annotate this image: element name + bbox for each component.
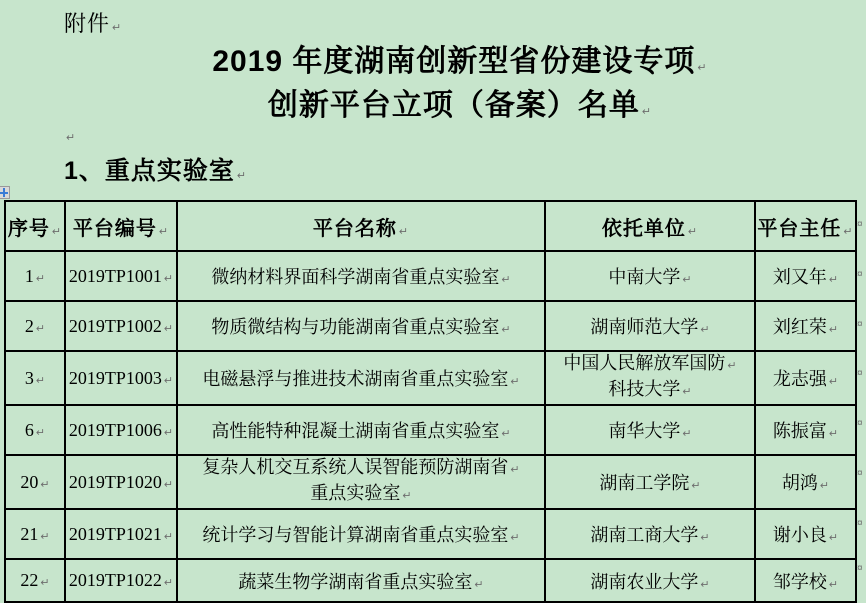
- paragraph-mark: ↵: [697, 62, 708, 74]
- header-unit-text: 依托单位: [601, 217, 686, 240]
- paragraph-mark: ↵: [35, 374, 46, 387]
- paragraph-mark: ↵: [474, 578, 484, 591]
- paragraph-mark: ↵: [828, 532, 839, 544]
- code-cell[interactable]: 2019TP1003 ↵: [65, 351, 177, 405]
- header-name-text: 平台名称: [312, 217, 397, 240]
- code-cell[interactable]: 2019TP1022 ↵: [65, 559, 177, 602]
- paragraph-mark: ↵: [828, 274, 839, 286]
- table-header-row: [5, 201, 856, 251]
- end-of-row-mark: ¤: [857, 368, 863, 379]
- title-line-2: [60, 87, 860, 131]
- seq-cell[interactable]: 3 ↵: [5, 351, 65, 405]
- director-cell[interactable]: 邹学校 ↵: [755, 559, 856, 602]
- table-row: [5, 455, 856, 509]
- paragraph-mark: ↵: [687, 225, 699, 238]
- paragraph-mark: ↵: [35, 426, 46, 439]
- header-seq[interactable]: [5, 201, 65, 251]
- code-cell[interactable]: 2019TP1020 ↵: [65, 455, 177, 509]
- name-cell[interactable]: 蔬菜生物学湖南省重点实验室 ↵: [177, 559, 545, 602]
- paragraph-mark: ↵: [398, 225, 410, 238]
- paragraph-mark: ↵: [163, 478, 174, 491]
- header-director[interactable]: [755, 201, 856, 251]
- paragraph-mark: ↵: [163, 577, 174, 589]
- end-of-row-mark: ¤: [857, 518, 863, 529]
- seq-cell[interactable]: 6 ↵: [5, 405, 65, 455]
- header-name[interactable]: [177, 201, 545, 251]
- paragraph-mark: ↵: [691, 480, 701, 492]
- paragraph-mark: ↵: [40, 530, 50, 543]
- paragraph-mark: ↵: [828, 376, 839, 388]
- empty-paragraph[interactable]: [64, 128, 75, 146]
- code-cell[interactable]: 2019TP1002 ↵: [65, 301, 177, 351]
- paragraph-mark: ↵: [819, 480, 830, 492]
- paragraph-mark: ↵: [510, 464, 520, 476]
- document-title[interactable]: [60, 43, 860, 131]
- header-code-text: 平台编号: [72, 217, 157, 240]
- unit-cell[interactable]: 中国人民解放军国防 ↵ 科技大学 ↵: [545, 351, 755, 405]
- unit-cell[interactable]: 湖南工学院 ↵: [545, 455, 755, 509]
- paragraph-mark: ↵: [163, 272, 174, 285]
- paragraph-mark: ↵: [66, 132, 76, 144]
- paragraph-mark: ↵: [682, 428, 692, 440]
- header-code[interactable]: [65, 201, 177, 251]
- name-cell[interactable]: 复杂人机交互系统人误智能预防湖南省 ↵ 重点实验室 ↵: [177, 455, 545, 509]
- unit-cell[interactable]: 湖南工商大学 ↵: [545, 509, 755, 559]
- paragraph-mark: ↵: [727, 360, 737, 372]
- end-of-row-mark: ¤: [857, 319, 863, 330]
- title-line-1-text: 2019 年度湖南创新型省份建设专项: [212, 45, 696, 78]
- title-line-1: [60, 43, 860, 87]
- paragraph-mark: ↵: [828, 578, 839, 591]
- director-cell[interactable]: 龙志强 ↵: [755, 351, 856, 405]
- paragraph-mark: ↵: [843, 225, 854, 238]
- paragraph-mark: ↵: [112, 22, 123, 34]
- paragraph-mark: ↵: [163, 374, 174, 387]
- unit-cell[interactable]: 湖南农业大学 ↵: [545, 559, 755, 602]
- seq-cell[interactable]: 22 ↵: [5, 559, 65, 602]
- paragraph-mark: ↵: [682, 274, 692, 286]
- unit-cell[interactable]: 中南大学 ↵: [545, 251, 755, 301]
- table-row: [5, 559, 856, 602]
- section-heading-text: 1、重点实验室: [64, 157, 235, 185]
- name-cell[interactable]: 统计学习与智能计算湖南省重点实验室 ↵: [177, 509, 545, 559]
- unit-cell[interactable]: 湖南师范大学 ↵: [545, 301, 755, 351]
- code-cell[interactable]: 2019TP1001 ↵: [65, 251, 177, 301]
- paragraph-mark: ↵: [163, 322, 174, 335]
- director-cell[interactable]: 陈振富 ↵: [755, 405, 856, 455]
- labs-table: [4, 200, 857, 603]
- title-line-2-text: 创新平台立项（备案）名单: [267, 89, 640, 122]
- attachment-label[interactable]: [64, 7, 122, 38]
- table-row: [5, 351, 856, 405]
- table-row: [5, 301, 856, 351]
- paragraph-mark: ↵: [501, 428, 511, 440]
- paragraph-mark: ↵: [510, 376, 520, 388]
- attachment-text: 附件: [64, 11, 111, 36]
- end-of-row-mark: ¤: [857, 269, 863, 280]
- paragraph-mark: ↵: [828, 324, 839, 336]
- end-of-row-mark: ¤: [857, 219, 863, 230]
- director-cell[interactable]: 谢小良 ↵: [755, 509, 856, 559]
- paragraph-mark: ↵: [40, 478, 50, 491]
- table-row: [5, 251, 856, 301]
- end-of-row-mark: ¤: [857, 418, 863, 429]
- paragraph-mark: ↵: [402, 490, 412, 502]
- paragraph-mark: ↵: [51, 225, 63, 238]
- paragraph-mark: ↵: [682, 386, 692, 398]
- paragraph-mark: ↵: [35, 322, 46, 335]
- seq-cell[interactable]: 1 ↵: [5, 251, 65, 301]
- paragraph-mark: ↵: [163, 426, 174, 439]
- paragraph-mark: ↵: [700, 324, 710, 336]
- paragraph-mark: ↵: [40, 577, 50, 589]
- header-seq-text: 序号: [7, 217, 50, 240]
- code-cell[interactable]: 2019TP1006 ↵: [65, 405, 177, 455]
- paragraph-mark: ↵: [700, 532, 710, 544]
- name-cell[interactable]: 高性能特种混凝土湖南省重点实验室 ↵: [177, 405, 545, 455]
- paragraph-mark: ↵: [641, 106, 653, 118]
- paragraph-mark: ↵: [163, 530, 174, 543]
- paragraph-mark: ↵: [236, 170, 248, 182]
- table-row: [5, 509, 856, 559]
- paragraph-mark: ↵: [510, 532, 520, 544]
- table-row: [5, 405, 856, 455]
- paragraph-mark: ↵: [700, 578, 710, 591]
- unit-cell[interactable]: 南华大学 ↵: [545, 405, 755, 455]
- seq-cell[interactable]: 21 ↵: [5, 509, 65, 559]
- seq-cell[interactable]: 20 ↵: [5, 455, 65, 509]
- code-cell[interactable]: 2019TP1021 ↵: [65, 509, 177, 559]
- header-director-text: 平台主任: [757, 217, 842, 240]
- director-cell[interactable]: 刘红荣 ↵: [755, 301, 856, 351]
- paragraph-mark: ↵: [501, 324, 511, 336]
- end-of-row-mark: ¤: [857, 468, 863, 479]
- seq-cell[interactable]: 2 ↵: [5, 301, 65, 351]
- paragraph-mark: ↵: [35, 272, 46, 285]
- director-cell[interactable]: 胡鸿 ↵: [755, 455, 856, 509]
- paragraph-mark: ↵: [501, 274, 511, 286]
- name-cell[interactable]: 微纳材料界面科学湖南省重点实验室 ↵: [177, 251, 545, 301]
- section-heading[interactable]: [64, 151, 247, 187]
- end-of-row-mark: ¤: [857, 563, 863, 574]
- director-cell[interactable]: 刘又年 ↵: [755, 251, 856, 301]
- table-move-handle-icon[interactable]: [0, 186, 10, 199]
- paragraph-mark: ↵: [828, 428, 839, 440]
- name-cell[interactable]: 物质微结构与功能湖南省重点实验室 ↵: [177, 301, 545, 351]
- header-unit[interactable]: [545, 201, 755, 251]
- name-cell[interactable]: 电磁悬浮与推进技术湖南省重点实验室 ↵: [177, 351, 545, 405]
- paragraph-mark: ↵: [158, 225, 170, 238]
